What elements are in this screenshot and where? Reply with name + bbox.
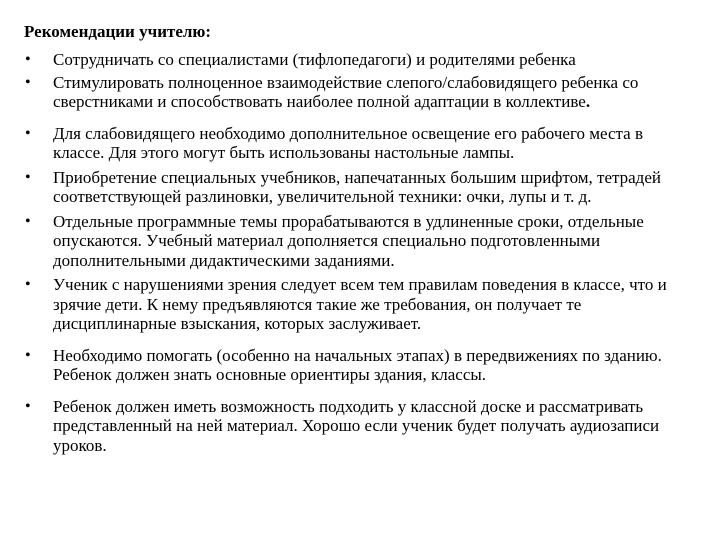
list-item xyxy=(24,168,696,207)
bullet-icon: • xyxy=(25,73,31,91)
list-item xyxy=(24,346,696,385)
list-item-end-mark: . xyxy=(585,92,591,111)
page-title: Рекомендации учителю: xyxy=(24,22,212,41)
bullet-icon: • xyxy=(25,51,31,68)
bullet-icon: • xyxy=(25,276,31,293)
list-item xyxy=(24,275,696,334)
list-item xyxy=(24,73,696,112)
recommendations-list xyxy=(24,50,696,455)
bullet-icon: • xyxy=(25,346,31,364)
bullet-icon: • xyxy=(25,397,31,415)
list-item-text: Приобретение специальных учебников, напечатанных большим шрифтом, тетрадей соответствующей разлиновки, увеличительной техники: очки, лупы и т. д. xyxy=(53,167,661,206)
list-item-text: Для слабовидящего необходимо дополнительное освещение его рабочего места в классе. Для этого могут быть использованы настольные лампы. xyxy=(53,123,643,162)
list-item-text: Ребенок должен иметь возможность подходить у классной доске и рассматривать представленный на ней материал. Хорошо если ученик будет получать аудиозаписи уроков. xyxy=(53,396,660,455)
list-item xyxy=(24,397,696,456)
list-item-text: Ученик с нарушениями зрения следует всем тем правилам поведения в классе, что и зрячие дети. К нему предъявляются такие же требования, он получает те дисциплинарные взыскания, которых заслуживает. xyxy=(53,275,667,333)
bullet-icon: • xyxy=(25,212,31,230)
list-item xyxy=(24,212,696,271)
bullet-icon: • xyxy=(25,124,31,142)
bullet-icon: • xyxy=(25,168,31,186)
list-item-text: Необходимо помогать (особенно на начальных этапах) в передвижениях по зданию. Ребенок должен знать основные ориентиры здания, классы. xyxy=(53,345,662,384)
list-item-text: Стимулировать полноценное взаимодействие слепого/слабовидящего ребенка со сверстниками и способствовать наиболее полной адаптации в коллективе xyxy=(53,72,639,111)
list-item-text: Сотрудничать со специалистами (тифлопедагоги) и родителями ребенка xyxy=(53,50,576,69)
list-item xyxy=(24,124,696,163)
list-item xyxy=(24,50,696,70)
list-item-text: Отдельные программные темы прорабатываются в удлиненные сроки, отдельные опускаются. Учебный материал дополняется специально подготовленными дополнительными дидактическими заданиями. xyxy=(53,211,644,270)
